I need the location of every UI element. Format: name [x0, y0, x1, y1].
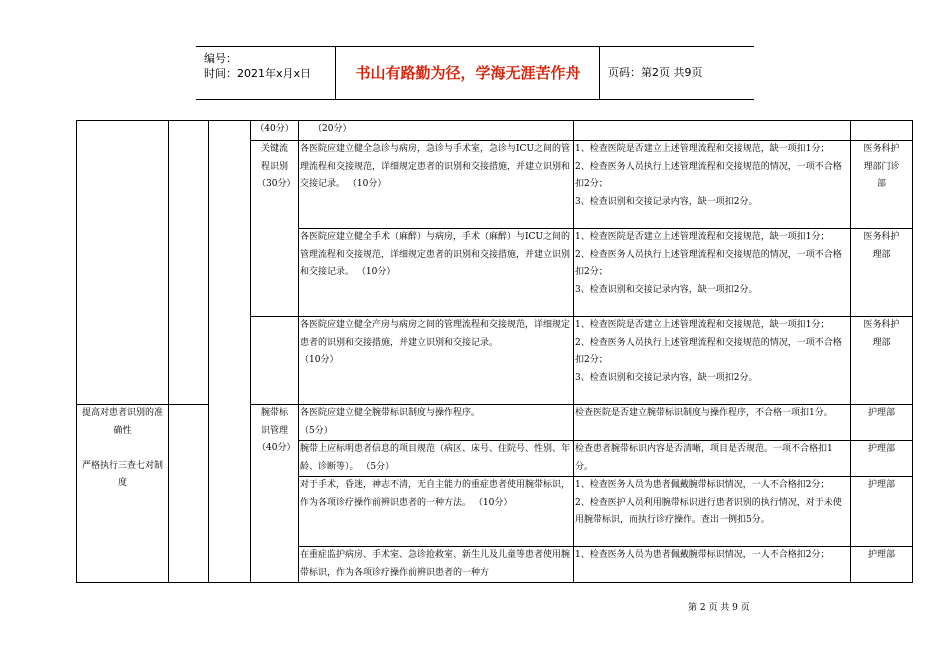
check-cell: 1、检查医院是否建立上述管理流程和交接规范，缺一项扣1分； 2、检查医务人员执行上述管理流程和交接规范的情况，一项不合格扣2分； 3、检查识别和交接记录内容，缺一项扣2分。	[574, 229, 851, 317]
check-cell: 检查医院是否建立腕带标识制度与操作程序，不合格一项扣1分。	[574, 405, 851, 441]
dept-cell: 护理部	[851, 441, 913, 477]
dept-cell: 医务科护理部	[851, 317, 913, 405]
page-header	[196, 46, 754, 100]
blank-cell	[251, 317, 299, 405]
requirement-cell: 在重症监护病房、手术室、急诊抢救室、新生儿及儿童等患者使用腕带标识，作为各项诊疗操作前辨识患者的一种方	[299, 547, 574, 583]
wristband-category: 腕带标识管理（40分）	[251, 405, 299, 583]
check-cell	[574, 121, 851, 141]
check-cell: 1、检查医务人员为患者佩戴腕带标识情况，一人不合格扣2分；	[574, 547, 851, 583]
check-cell: 检查患者腕带标识内容是否清晰，项目是否规范。一项不合格扣1分。	[574, 441, 851, 477]
requirement-cell: （20分）	[299, 121, 574, 141]
table-row	[77, 121, 913, 141]
goal-cell-top	[77, 121, 169, 405]
table-row	[77, 405, 913, 441]
dept-cell: 护理部	[851, 547, 913, 583]
category-score: （40分）	[251, 121, 299, 141]
requirement-cell: 腕带上应标明患者信息的项目规范（病区、床号、住院号、性别、年龄、诊断等）。 （5分）	[299, 441, 574, 477]
dept-cell: 医务科护理部门诊部	[851, 141, 913, 229]
blank-cell	[169, 405, 209, 583]
header-left	[196, 47, 336, 99]
check-cell: 1、检查医务人员为患者佩戴腕带标识情况，一人不合格扣2分； 2、检查医护人员利用腕带标识进行患者识别的执行情况，对于未使用腕带标识，而执行诊疗操作。查出一例扣5分。	[574, 477, 851, 547]
requirement-cell: 各医院应建立健全手术（麻醉）与病房，手术（麻醉）与ICU之间的管理流程和交接规范，详细规定患者的识别和交接措施，并建立识别和交接记录。 （10分）	[299, 229, 574, 317]
dept-cell: 护理部	[851, 405, 913, 441]
check-cell: 1、检查医院是否建立上述管理流程和交接规范，缺一项扣1分； 2、检查医务人员执行上述管理流程和交接规范的情况，一项不合格扣2分； 3、检查识别和交接记录内容，缺一项扣2分。	[574, 141, 851, 229]
goal-cell: 提高对患者识别的准确性 严格执行三查七对制度	[77, 405, 169, 583]
time-label: 时间：2021年x月x日	[204, 67, 312, 80]
page-label: 页码：第2页 共9页	[608, 66, 703, 79]
check-cell: 1、检查医院是否建立上述管理流程和交接规范，缺一项扣1分； 2、检查医务人员执行上述管理流程和交接规范的情况，一项不合格扣2分； 3、检查识别和交接记录内容，缺一项扣2分。	[574, 317, 851, 405]
blank-cell	[169, 121, 209, 405]
requirement-cell: 各医院应建立健全产房与病房之间的管理流程和交接规范，详细规定患者的识别和交接措施，并建立识别和交接记录。 （10分）	[299, 317, 574, 405]
criteria-table	[76, 120, 913, 583]
key-flow-category: 关键流程识别（30分）	[251, 141, 299, 317]
dept-cell: 医务科护理部	[851, 229, 913, 317]
requirement-cell: 各医院应建立健全急诊与病房，急诊与手术室，急诊与ICU之间的管理流程和交接规范，详细规定患者的识别和交接措施，并建立识别和交接记录。 （10分）	[299, 141, 574, 229]
dept-cell: 护理部	[851, 477, 913, 547]
dept-cell	[851, 121, 913, 141]
requirement-cell: 对于手术，昏迷，神志不清，无自主能力的重症患者使用腕带标识，作为各项诊疗操作前辨识患者的一种方法。 （10分）	[299, 477, 574, 547]
requirement-cell: 各医院应建立健全腕带标识制度与操作程序。 （5分）	[299, 405, 574, 441]
page-footer: 第 2 页 共 9 页	[688, 603, 750, 613]
motto: 书山有路勤为径，学海无涯苦作舟	[337, 47, 600, 99]
blank-cell	[209, 121, 251, 583]
serial-label: 编号：	[204, 52, 237, 65]
